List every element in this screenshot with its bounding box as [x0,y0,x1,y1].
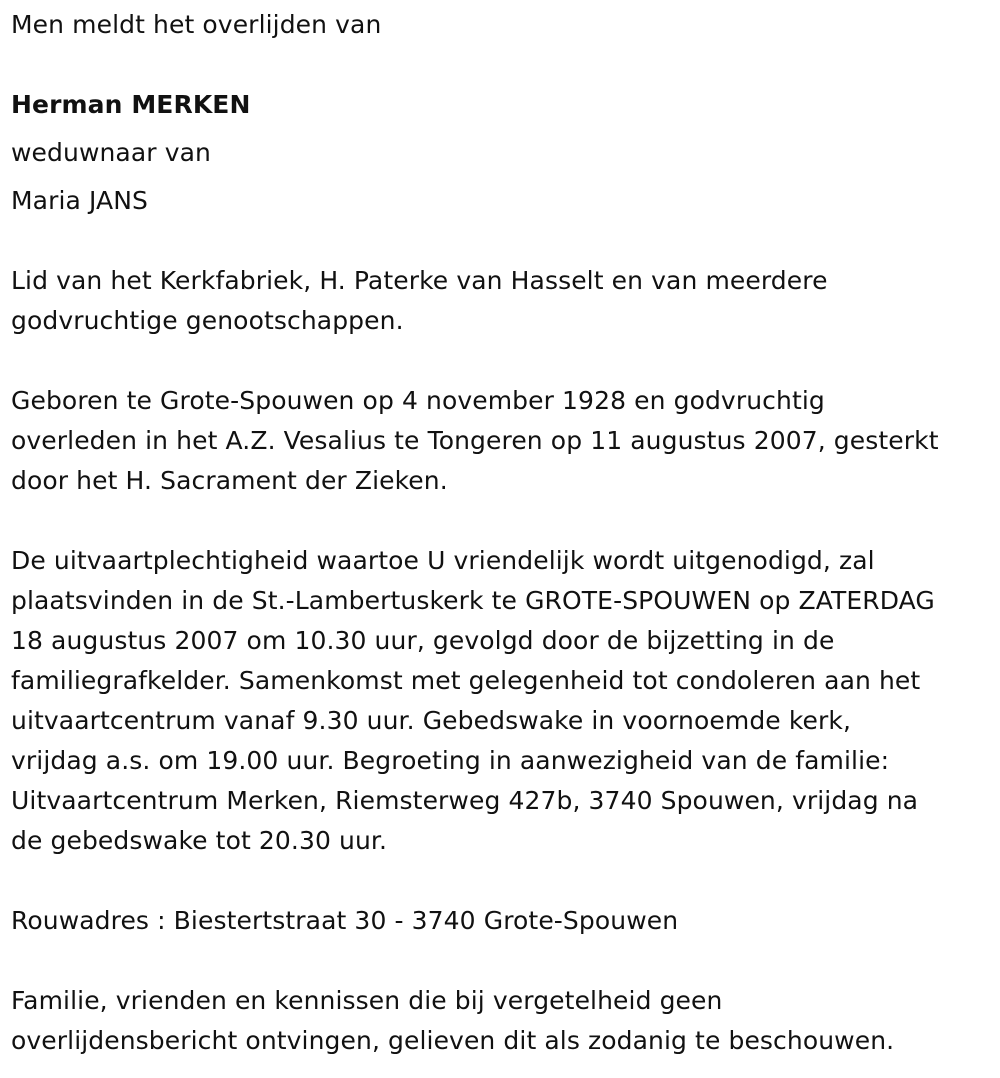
funeral-line: familiegrafkelder. Samenkomst met gelegenheid tot condoleren aan het [11,666,921,695]
deceased-name: Herman MERKEN [11,90,251,119]
closing-line: Familie, vrienden en kennissen die bij vergetelheid geen [11,986,723,1015]
spouse-name: Maria JANS [11,186,148,215]
funeral-line: de gebedswake tot 20.30 uur. [11,826,388,855]
funeral-line: Uitvaartcentrum Merken, Riemsterweg 427b, 3740 Spouwen, vrijdag na [11,786,919,815]
funeral-line: vrijdag a.s. om 19.00 uur. Begroeting in aanwezigheid van de familie: [11,746,890,775]
relation-label: weduwnaar van [11,138,211,167]
birth-death-line: overleden in het A.Z. Vesalius te Tongeren op 11 augustus 2007, gesterkt [11,426,939,455]
birth-death-line: door het H. Sacrament der Zieken. [11,466,448,495]
membership-line: Lid van het Kerkfabriek, H. Paterke van Hasselt en van meerdere [11,266,828,295]
funeral-line: De uitvaartplechtigheid waartoe U vriendelijk wordt uitgenodigd, zal [11,546,875,575]
funeral-line: uitvaartcentrum vanaf 9.30 uur. Gebedswake in voornoemde kerk, [11,706,851,735]
closing-line: overlijdensbericht ontvingen, gelieven dit als zodanig te beschouwen. [11,1026,895,1055]
intro-text: Men meldt het overlijden van [11,10,382,39]
membership-line: godvruchtige genootschappen. [11,306,404,335]
funeral-line: 18 augustus 2007 om 10.30 uur, gevolgd door de bijzetting in de [11,626,835,655]
funeral-line: plaatsvinden in de St.-Lambertuskerk te GROTE-SPOUWEN op ZATERDAG [11,586,935,615]
mourning-address: Rouwadres : Biestertstraat 30 - 3740 Grote-Spouwen [11,906,679,935]
birth-death-line: Geboren te Grote-Spouwen op 4 november 1928 en godvruchtig [11,386,825,415]
